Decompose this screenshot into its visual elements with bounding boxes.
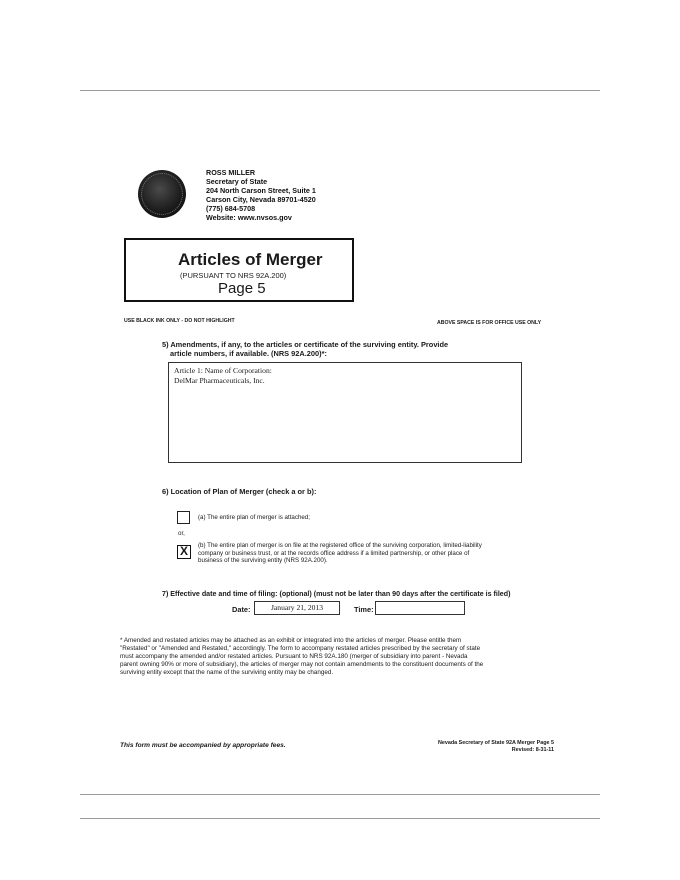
- date-label: Date:: [232, 605, 251, 614]
- state-seal: [138, 170, 186, 218]
- date-field[interactable]: [254, 601, 340, 615]
- official-name: ROSS MILLER: [206, 168, 256, 177]
- office-use-notice: ABOVE SPACE IS FOR OFFICE USE ONLY: [437, 320, 542, 326]
- section6-heading: 6) Location of Plan of Merger (check a or b):: [162, 487, 317, 496]
- footnote-line-5: surviving entity except that the name of the surviving entity may be changed.: [120, 669, 334, 676]
- option-a-label: (a) The entire plan of merger is attached;: [198, 514, 311, 521]
- fees-note: This form must be accompanied by appropriate fees.: [120, 742, 286, 749]
- office-phone: (775) 684-5708: [206, 204, 256, 213]
- ink-notice: USE BLACK INK ONLY - DO NOT HIGHLIGHT: [124, 318, 235, 324]
- office-website: Website: www.nvsos.gov: [206, 213, 292, 222]
- option-b-line-3: business of the surviving entity (NRS 92A.200).: [198, 557, 328, 564]
- amendments-textarea[interactable]: [168, 362, 522, 463]
- amendment-line-2: DelMar Pharmaceuticals, Inc.: [174, 375, 265, 385]
- section7-heading: 7) Effective date and time of filing: (optional) (must not be later than 90 days after the certificate is filed): [162, 590, 511, 598]
- official-title: Secretary of State: [206, 177, 268, 186]
- footnote-line-2: "Restated" or "Amended and Restated," accordingly. The form to accompany restated articles prescribed by the secretary of state: [120, 645, 481, 652]
- date-value: January 21, 2013: [270, 603, 324, 612]
- section5-heading-line1: 5) Amendments, if any, to the articles or certificate of the surviving entity. Provide: [162, 340, 449, 349]
- option-a-checkbox[interactable]: [177, 511, 190, 524]
- section5-heading: [162, 340, 502, 358]
- option-b-line-2: company or business trust, or at the records office address if a limited partnership, or other place of: [198, 549, 470, 557]
- form-revision: [430, 740, 554, 753]
- office-header: [206, 168, 316, 222]
- footnote-line-4: parent owning 90% or more of subsidiary), the articles of merger may not contain amendments to the constituent documents of the: [120, 661, 484, 668]
- amendment-line-1: Article 1: Name of Corporation:: [174, 366, 272, 375]
- option-b-checkbox[interactable]: X: [177, 545, 191, 559]
- office-street: 204 North Carson Street, Suite 1: [206, 186, 316, 195]
- footnote-line-1: * Amended and restated articles may be attached as an exhibit or integrated into the articles of merger. Please entitle them: [120, 637, 462, 644]
- bottom-divider-1: [80, 794, 600, 795]
- or-label: or,: [178, 530, 185, 537]
- bottom-divider-2: [80, 818, 600, 819]
- option-b-line-1: (b) The entire plan of merger is on file at the registered office of the surviving corporation, limited-liability: [198, 542, 482, 549]
- title-box: [124, 238, 354, 302]
- page-label: Page 5: [218, 280, 266, 297]
- option-b-label: [198, 542, 482, 565]
- time-field[interactable]: [375, 601, 465, 615]
- form-id: Nevada Secretary of State 92A Merger Page 5: [437, 740, 554, 746]
- office-city: Carson City, Nevada 89701-4520: [206, 195, 316, 204]
- revised-date: Revised: 8-31-11: [511, 746, 554, 753]
- footnote: [120, 637, 483, 677]
- time-label: Time:: [354, 605, 374, 614]
- section5-heading-line2: article numbers, if available. (NRS 92A.200)*:: [170, 349, 327, 358]
- footnote-line-3: must accompany the amended and/or restated articles. Pursuant to NRS 92A.180 (merger of subsidiary into parent - Nevada: [120, 653, 468, 660]
- form-subtitle: (PURSUANT TO NRS 92A.200): [180, 271, 287, 280]
- form-title: Articles of Merger: [178, 250, 323, 269]
- top-divider: [80, 90, 600, 91]
